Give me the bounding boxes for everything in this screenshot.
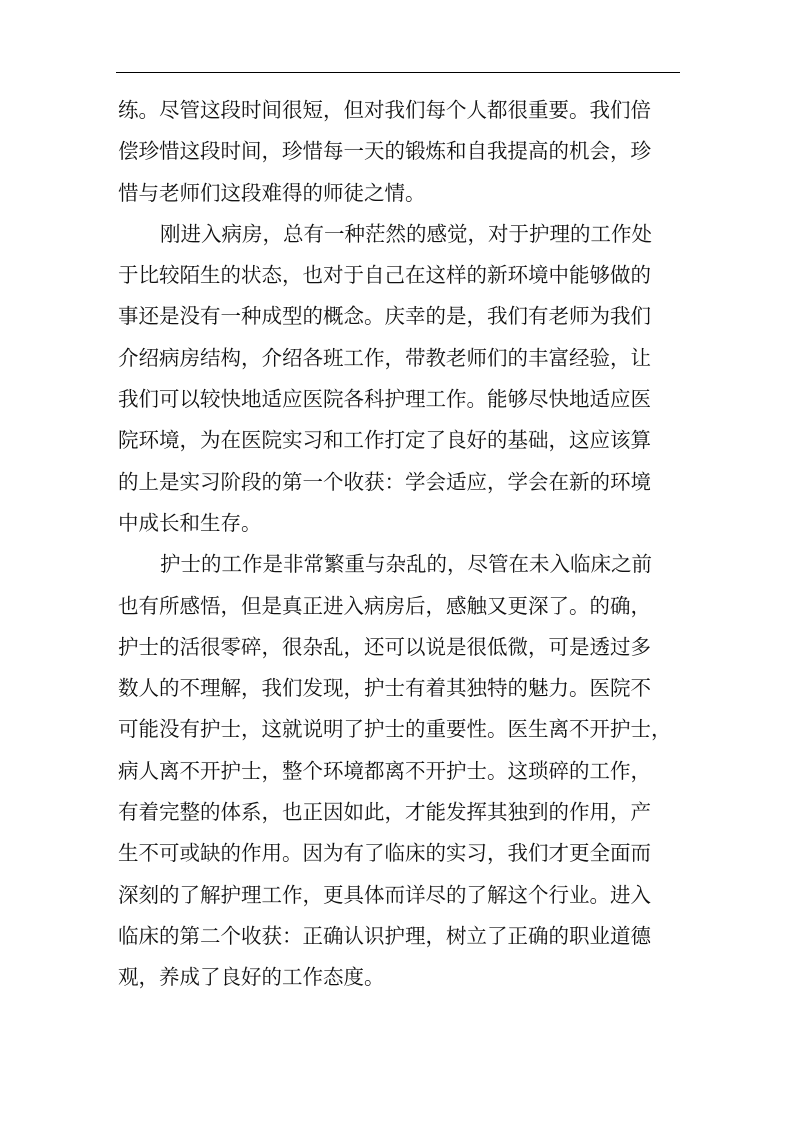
text-line: 生不可或缺的作用。因为有了临床的实习，我们才更全面而 xyxy=(118,841,651,866)
text-line: 偿珍惜这段时间，珍惜每一天的锻炼和自我提高的机会，珍 xyxy=(118,139,651,164)
header-divider xyxy=(116,72,680,73)
text-line: 也有所感悟，但是真正进入病房后，感触又更深了。的确， xyxy=(118,593,651,618)
text-line: 病人离不开护士，整个环境都离不开护士。这琐碎的工作， xyxy=(118,758,651,783)
text-line: 介绍病房结构，介绍各班工作，带教老师们的丰富经验，让 xyxy=(118,345,651,370)
text-line: 的上是实习阶段的第一个收获：学会适应，学会在新的环境 xyxy=(118,469,651,494)
paragraph-first-line: 护士的工作是非常繁重与杂乱的，尽管在未入临床之前 xyxy=(160,552,652,577)
text-line: 于比较陌生的状态，也对于自己在这样的新环境中能够做的 xyxy=(118,263,651,288)
text-line: 护士的活很零碎，很杂乱，还可以说是很低微，可是透过多 xyxy=(118,634,651,659)
text-line: 我们可以较快地适应医院各科护理工作。能够尽快地适应医 xyxy=(118,387,651,412)
text-line: 观，养成了良好的工作态度。 xyxy=(118,965,385,990)
text-line: 可能没有护士，这就说明了护士的重要性。医生离不开护士， xyxy=(118,717,672,742)
text-line: 中成长和生存。 xyxy=(118,510,262,535)
text-line: 事还是没有一种成型的概念。庆幸的是，我们有老师为我们 xyxy=(118,304,651,329)
text-line: 惜与老师们这段难得的师徒之情。 xyxy=(118,180,426,205)
paragraph-first-line: 刚进入病房，总有一种茫然的感觉，对于护理的工作处 xyxy=(160,221,652,246)
body-text xyxy=(118,90,678,999)
text-line: 有着完整的体系，也正因如此，才能发挥其独到的作用，产 xyxy=(118,800,651,825)
text-line: 练。尽管这段时间很短，但对我们每个人都很重要。我们倍 xyxy=(118,98,651,122)
text-line: 临床的第二个收获：正确认识护理，树立了正确的职业道德 xyxy=(118,923,651,948)
text-line: 院环境，为在医院实习和工作打定了良好的基础，这应该算 xyxy=(118,428,651,453)
text-line: 数人的不理解，我们发现，护士有着其独特的魅力。医院不 xyxy=(118,676,651,701)
text-line: 深刻的了解护理工作，更具体而详尽的了解这个行业。进入 xyxy=(118,882,651,907)
